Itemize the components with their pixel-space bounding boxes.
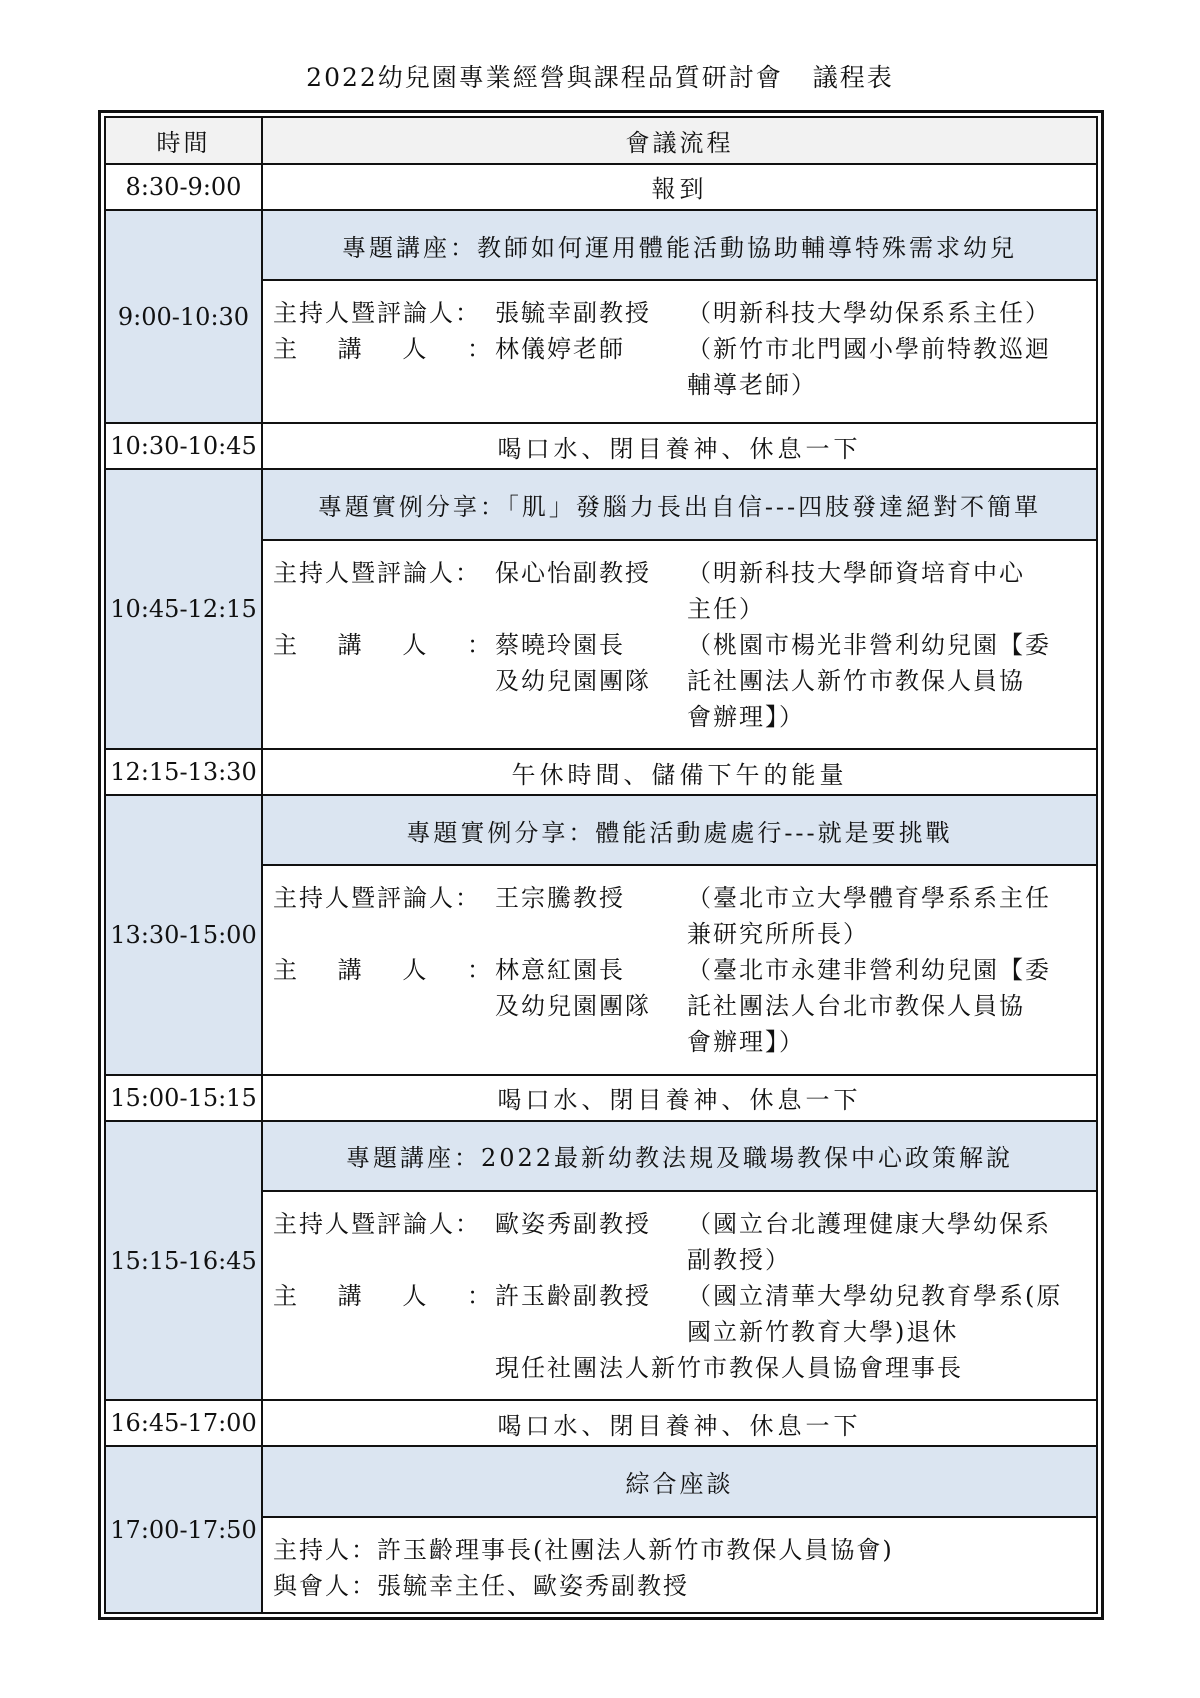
detail-line: 主持人：許玉齡理事長(社團法人新竹市教保人員協會)	[273, 1535, 894, 1564]
session-details	[262, 540, 1097, 749]
document-title	[0, 58, 1200, 94]
speaker-affiliation: 會辦理】）	[687, 1028, 805, 1057]
session-text: 喝口水、閉目養神、休息一下	[262, 423, 1097, 469]
spacer	[273, 1314, 495, 1350]
table-row	[105, 423, 1097, 469]
spacer	[273, 663, 495, 699]
session-time: 9:00-10:30	[105, 210, 262, 424]
speaker-affiliation: 輔導老師）	[687, 371, 817, 400]
session-time: 17:00-17:50	[105, 1446, 262, 1613]
people-list	[273, 555, 1088, 735]
speaker-label	[273, 952, 495, 988]
spacer	[273, 988, 495, 1024]
speaker-label-char: 講	[337, 1282, 364, 1311]
speaker-label-char: 講	[337, 630, 364, 659]
speaker-affiliation: 會辦理】）	[687, 702, 805, 731]
host-label: 主持人暨評論人：	[273, 1210, 481, 1239]
host-affiliation: （國立台北護理健康大學幼保系	[687, 1210, 1051, 1239]
detail-line: 與會人：張毓幸主任、歐姿秀副教授	[273, 1571, 689, 1600]
table-row	[105, 164, 1097, 210]
speaker-label-char: ：	[466, 956, 493, 985]
speaker-label-char: ：	[466, 630, 493, 659]
speaker-affiliation: 託社團法人台北市教保人員協	[687, 992, 1025, 1021]
speaker-label-char: 主	[273, 1282, 299, 1311]
session-time: 10:30-10:45	[105, 423, 262, 469]
title-main: 2022幼兒園專業經營與課程品質研討會	[306, 63, 783, 92]
spacer	[495, 1024, 687, 1060]
speaker-affiliation: （新竹市北門國小學前特教巡迴	[687, 335, 1051, 364]
speaker-affiliation: 國立新竹教育大學)退休	[687, 1318, 959, 1347]
header-time: 時間	[105, 117, 262, 164]
host-name: 歐姿秀副教授	[495, 1210, 651, 1239]
table-row	[105, 1121, 1097, 1191]
table-row	[105, 795, 1097, 865]
session-time: 8:30-9:00	[105, 164, 262, 210]
table-row	[105, 1075, 1097, 1121]
host-affiliation: 主任）	[687, 594, 765, 623]
speaker-affiliation: （國立清華大學幼兒教育學系(原	[687, 1282, 1063, 1311]
table-row	[105, 1446, 1097, 1516]
host-name: 保心怡副教授	[495, 558, 651, 587]
speaker-affiliation: 託社團法人新竹市教保人員協	[687, 666, 1025, 695]
speaker-extra: 現任社團法人新竹市教保人員協會理事長	[495, 1354, 963, 1383]
speaker-label	[273, 1278, 495, 1314]
table-row	[105, 210, 1097, 280]
speaker-name: 及幼兒園團隊	[495, 992, 651, 1021]
people-list	[273, 295, 1088, 403]
speaker-label-char: 講	[337, 335, 364, 364]
header-flow: 會議流程	[262, 117, 1097, 164]
host-label: 主持人暨評論人：	[273, 558, 481, 587]
agenda-table-frame	[98, 110, 1104, 1620]
speaker-label-char: 人	[402, 630, 429, 659]
speaker-name: 蔡曉玲園長	[495, 630, 625, 659]
spacer	[273, 367, 495, 403]
session-details	[262, 280, 1097, 423]
spacer	[273, 699, 495, 735]
session-topic: 綜合座談	[262, 1446, 1097, 1516]
speaker-label-char: 人	[402, 335, 429, 364]
speaker-label	[273, 627, 495, 663]
speaker-name: 及幼兒園團隊	[495, 666, 651, 695]
speaker-label-char: 人	[402, 1282, 429, 1311]
session-time: 10:45-12:15	[105, 469, 262, 749]
host-affiliation: 兼研究所所長）	[687, 920, 869, 949]
host-name: 王宗騰教授	[495, 884, 625, 913]
session-details	[262, 865, 1097, 1074]
session-text: 報到	[262, 164, 1097, 210]
host-affiliation: （臺北市立大學體育學系系主任	[687, 884, 1051, 913]
session-topic: 專題實例分享：體能活動處處行---就是要挑戰	[262, 795, 1097, 865]
session-details	[262, 1191, 1097, 1400]
agenda-table	[104, 116, 1098, 1614]
session-time: 15:15-16:45	[105, 1121, 262, 1401]
speaker-label-char: ：	[466, 1282, 493, 1311]
speaker-affiliation: （桃園市楊光非營利幼兒園【委	[687, 630, 1051, 659]
spacer	[495, 367, 687, 403]
session-time: 12:15-13:30	[105, 749, 262, 795]
speaker-name: 林意紅園長	[495, 956, 625, 985]
spacer	[495, 1314, 687, 1350]
host-label: 主持人暨評論人：	[273, 299, 481, 328]
table-row	[105, 749, 1097, 795]
spacer	[273, 916, 687, 952]
title-suffix: 議程表	[812, 63, 894, 92]
speaker-label-char: 主	[273, 335, 299, 364]
host-affiliation: （明新科技大學師資培育中心	[687, 558, 1025, 587]
people-list	[273, 1206, 1088, 1386]
speaker-affiliation: （臺北市永建非營利幼兒園【委	[687, 956, 1051, 985]
session-topic: 專題講座：2022最新幼教法規及職場教保中心政策解說	[262, 1121, 1097, 1191]
session-topic: 專題講座：教師如何運用體能活動協助輔導特殊需求幼兒	[262, 210, 1097, 280]
speaker-label-char: 主	[273, 630, 299, 659]
spacer	[273, 1024, 495, 1060]
spacer	[495, 699, 687, 735]
session-text: 喝口水、閉目養神、休息一下	[262, 1075, 1097, 1121]
speaker-label	[273, 331, 495, 367]
session-time: 13:30-15:00	[105, 795, 262, 1075]
speaker-name: 林儀婷老師	[495, 335, 625, 364]
host-affiliation: （明新科技大學幼保系系主任）	[687, 299, 1051, 328]
people-list	[273, 880, 1088, 1060]
table-row	[105, 1400, 1097, 1446]
host-name: 張毓幸副教授	[495, 299, 651, 328]
spacer	[273, 591, 687, 627]
session-text: 午休時間、儲備下午的能量	[262, 749, 1097, 795]
table-row	[105, 469, 1097, 539]
session-time: 15:00-15:15	[105, 1075, 262, 1121]
host-label: 主持人暨評論人：	[273, 884, 481, 913]
table-header-row	[105, 117, 1097, 164]
spacer	[273, 1242, 687, 1278]
session-text: 喝口水、閉目養神、休息一下	[262, 1400, 1097, 1446]
session-details	[262, 1517, 1097, 1613]
speaker-label-char: 講	[337, 956, 364, 985]
speaker-label-char: 主	[273, 956, 299, 985]
host-affiliation: 副教授）	[687, 1246, 791, 1275]
speaker-label-char: 人	[402, 956, 429, 985]
session-topic: 專題實例分享：「肌」發腦力長出自信---四肢發達絕對不簡單	[262, 469, 1097, 539]
speaker-name: 許玉齡副教授	[495, 1282, 651, 1311]
spacer	[273, 1350, 495, 1386]
speaker-label-char: ：	[466, 335, 493, 364]
session-time: 16:45-17:00	[105, 1400, 262, 1446]
